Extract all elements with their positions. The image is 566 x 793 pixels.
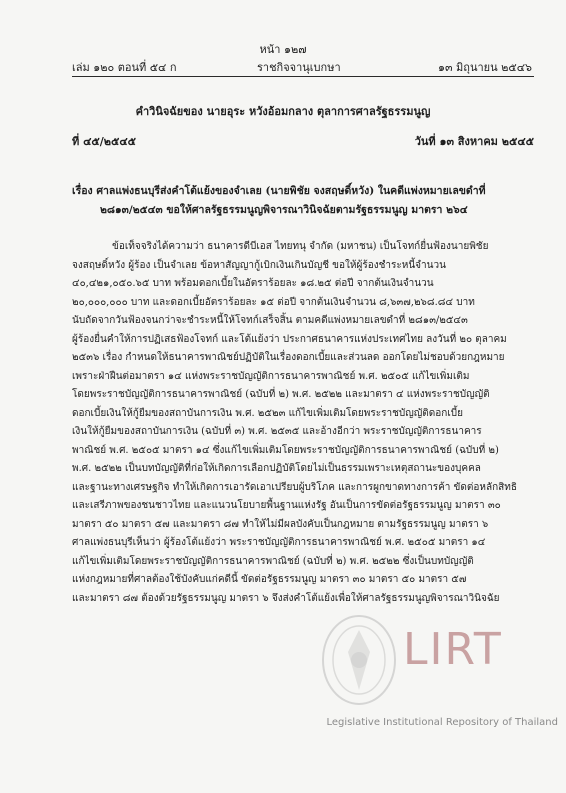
subject-line: ๒๘๑๓/๒๕๔๓ ขอให้ศาลรัฐธรรมนูญพิจารณาวินิจฉัยตามรัฐธรรมนูญ มาตรา ๒๖๔ <box>100 204 468 216</box>
lirt-logo: LIRT <box>403 624 503 675</box>
subject-line: เรื่อง ศาลแพ่งธนบุรีส่งคำโต้แย้งของจำเลย (นายพิชัย จงสฤษดิ์หวัง) ในคดีแพ่งหมายเลขดำที่ <box>72 185 486 197</box>
body-line: นับถัดจากวันฟ้องจนกว่าจะชำระหนี้ให้โจทก์เสร็จสิ้น ตามคดีแพ่งหมายเลขดำที่ ๒๘๑๓/๒๕๔๓ <box>72 315 468 326</box>
header-divider <box>72 76 534 77</box>
body-line: ๒๐,๐๐๐,๐๐๐ บาท และดอกเบี้ยอัตราร้อยละ ๑๕ ต่อปี จากต้นเงินจำนวน ๘,๖๓๗,๒๖๘.๘๔ บาท <box>72 296 475 308</box>
volume-issue: เล่ม ๑๒๐ ตอนที่ ๕๔ ก <box>72 61 177 74</box>
body-line: ๒๕๓๖ เรื่อง กำหนดให้ธนาคารพาณิชย์ปฏิบัติในเรื่องดอกเบี้ยและส่วนลด ออกโดยไม่ชอบด้วยกฎหมาย <box>72 352 505 363</box>
body-line: ดอกเบี้ยเงินให้กู้ยืมของสถาบันการเงิน พ.ศ. ๒๕๒๓ แก้ไขเพิ่มเติมโดยพระราชบัญญัติดอกเบี้ย <box>72 407 463 419</box>
body-line: ข้อเท็จจริงได้ความว่า ธนาคารดีบีเอส ไทยทนุ จำกัด (มหาชน) เป็นโจทก์ยื่นฟ้องนายพิชัย <box>112 241 489 252</box>
publication-date: ๑๓ มิถุนายน ๒๕๔๖ <box>438 61 532 74</box>
gazette-name: ราชกิจจานุเบกษา <box>257 61 341 74</box>
body-line: มาตรา ๕๐ มาตรา ๕๗ และมาตรา ๘๗ ทำให้ไม่มีผลบังคับเป็นกฎหมาย ตามรัฐธรรมนูญ มาตรา ๖ <box>72 518 489 530</box>
body-line: เพราะฝ่าฝืนต่อมาตรา ๑๔ แห่งพระราชบัญญัติการธนาคารพาณิชย์ พ.ศ. ๒๕๐๕ แก้ไขเพิ่มเติม <box>72 370 470 382</box>
body-line: พ.ศ. ๒๕๒๒ เป็นบทบัญญัติที่ก่อให้เกิดการเลือกปฏิบัติโดยไม่เป็นธรรมเพราะเหตุสถานะของบุคคล <box>72 463 481 474</box>
decision-number: ที่ ๔๕/๒๕๔๕ <box>72 135 136 148</box>
subject-block <box>72 182 534 220</box>
running-header <box>72 58 532 72</box>
body-line: ศาลแพ่งธนบุรีเห็นว่า ผู้ร้องโต้แย้งว่า พระราชบัญญัติการธนาคารพาณิชย์ พ.ศ. ๒๕๐๕ มาตรา ๑๔ <box>72 537 486 548</box>
body-line: ๔๐,๔๒๑,๐๕๐.๖๕ บาท พร้อมดอกเบี้ยในอัตราร้อยละ ๑๘.๒๕ ต่อปี จากต้นเงินจำนวน <box>72 278 434 289</box>
body-line: และมาตรา ๘๗ ต้องด้วยรัฐธรรมนูญ มาตรา ๖ จึงส่งคำโต้แย้งเพื่อให้ศาลรัฐธรรมนูญพิจารณาวินิจฉัย <box>72 592 500 604</box>
body-line: แก้ไขเพิ่มเติมโดยพระราชบัญญัติการธนาคารพาณิชย์ (ฉบับที่ ๒) พ.ศ. ๒๕๒๒ ซึ่งเป็นบทบัญญัติ <box>72 555 474 567</box>
page-number: หน้า ๑๒๗ <box>259 43 307 56</box>
decision-date: วันที่ ๑๓ สิงหาคม ๒๕๔๕ <box>414 135 534 148</box>
body-line: โดยพระราชบัญญัติการธนาคารพาณิชย์ (ฉบับที่ ๒) พ.ศ. ๒๕๒๒ และมาตรา ๔ แห่งพระราชบัญญัติ <box>72 389 490 400</box>
decision-meta <box>72 132 534 146</box>
body-line: จงสฤษดิ์หวัง ผู้ร้อง เป็นจำเลย ข้อหาสัญญากู้เบิกเงินเกินบัญชี ขอให้ผู้ร้องชำระหนี้จำนวน <box>72 259 446 271</box>
body-line: และเสรีภาพของชนชาวไทย และแนวนโยบายพื้นฐานแห่งรัฐ อันเป็นการขัดต่อรัฐธรรมนูญ มาตรา ๓๐ <box>72 500 501 511</box>
body-line: พาณิชย์ พ.ศ. ๒๕๐๕ มาตรา ๑๔ ซึ่งแก้ไขเพิ่มเติมโดยพระราชบัญญัติการธนาคารพาณิชย์ (ฉบับที่ ๒) <box>72 444 499 456</box>
body-line: และฐานะทางเศรษฐกิจ ทำให้เกิดการเอารัดเอาเปรียบผู้บริโภค และการผูกขาดทางการค้า ขัดต่อหลักสิทธิ <box>72 481 517 493</box>
document-title: คำวินิจฉัยของ นายอุระ หวังอ้อมกลาง ตุลาการศาลรัฐธรรมนูญ <box>135 105 431 118</box>
lirt-caption: Legislative Institutional Repository of Thailand <box>326 717 558 728</box>
body-text <box>72 238 534 608</box>
seal-icon <box>318 612 400 708</box>
body-line: แห่งกฎหมายที่ศาลต้องใช้บังคับแก่คดีนี้ ขัดต่อรัฐธรรมนูญ มาตรา ๓๐ มาตรา ๕๐ มาตรา ๕๗ <box>72 574 467 585</box>
body-line: ผู้ร้องยื่นคำให้การปฏิเสธฟ้องโจทก์ และโต้แย้งว่า ประกาศธนาคารแห่งประเทศไทย ลงวันที่ ๒๐ ตุลาคม <box>72 333 507 345</box>
body-line: เงินให้กู้ยืมของสถาบันการเงิน (ฉบับที่ ๓) พ.ศ. ๒๕๓๕ และอ้างอีกว่า พระราชบัญญัติการธนาคาร <box>72 426 482 437</box>
lirt-watermark <box>318 612 558 782</box>
